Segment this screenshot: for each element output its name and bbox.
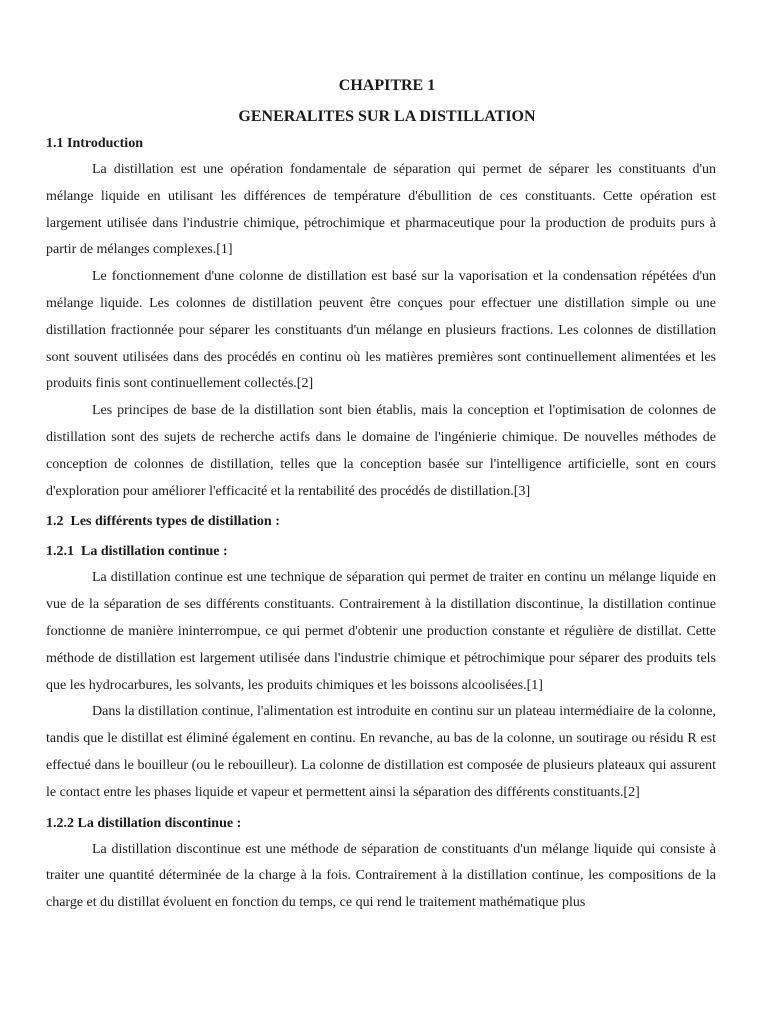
- paragraph: Dans la distillation continue, l'alimentation est introduite en continu sur un plateau intermédiaire de la colonne, tandis que le distillat est éliminé également en continu. En revanche, au bas de la colonne, un soutirage ou résidu R est effectué dans le bouilleur (ou le rebouilleur). La colonne de distillation est composée de plusieurs plateaux qui assurent le contact entre les phases liquide et vapeur et permettent ainsi la séparation des différents constituants.[2]: [46, 704, 716, 800]
- section-heading-types: 1.2 Les différents types de distillation :: [46, 514, 280, 530]
- paragraph: La distillation est une opération fondamentale de séparation qui permet de séparer les constituants d'un mélange liquide en utilisant les différences de température d'ébullition de ces constituants. Cette opération est largement utilisée dans l'industrie chimique, pétrochimique et pharmaceutique pour la production de produits purs à partir de mélanges complexes.[1]: [46, 162, 716, 258]
- paragraph: La distillation discontinue est une méthode de séparation de constituants d'un mélange liquide qui consiste à traiter une quantité déterminée de la charge à la fois. Contrairement à la distillation continue, les compositions de la charge et du distillat évoluent en fonction du temps, ce qui rend le traitement mathématique plus: [46, 841, 716, 911]
- section-heading-continuous: 1.2.1 La distillation continue :: [46, 544, 228, 560]
- section-heading-batch: 1.2.2 La distillation discontinue :: [46, 815, 242, 831]
- paragraph: Le fonctionnement d'une colonne de distillation est basé sur la vaporisation et la condensation répétées d'un mélange liquide. Les colonnes de distillation peuvent être conçues pour effectuer une distillation simple ou une distillation fractionnée pour séparer les constituants d'un mélange en plusieurs fractions. Les colonnes de distillation sont souvent utilisées dans des procédés en continu où les matières premières sont continuellement alimentées et les produits finis sont continuellement collectés.[2]: [46, 269, 716, 392]
- chapter-number: CHAPITRE 1: [338, 77, 436, 94]
- paragraph: La distillation continue est une technique de séparation qui permet de traiter en continu un mélange liquide en vue de la séparation de ses différents constituants. Contrairement à la distillation discontinue, la distillation continue fonctionne de manière ininterrompue, ce qui permet d'obtenir une production constante et régulière de distillat. Cette méthode de distillation est largement utilisée dans l'industrie chimique et pétrochimique pour séparer des produits tels que les hydrocarbures, les solvants, les produits chimiques et les boissons alcoolisées.[1]: [46, 570, 716, 693]
- paragraph: Les principes de base de la distillation sont bien établis, mais la conception et l'optimisation de colonnes de distillation sont des sujets de recherche actifs dans le domaine de l'ingénierie chimique. De nouvelles méthodes de conception de colonnes de distillation, telles que la conception basée sur l'intelligence artificielle, sont en cours d'exploration pour améliorer l'efficacité et la rentabilité des procédés de distillation.[3]: [46, 403, 716, 499]
- section-heading-introduction: 1.1 Introduction: [46, 136, 143, 151]
- chapter-title: GENERALITES SUR LA DISTILLATION: [238, 108, 536, 125]
